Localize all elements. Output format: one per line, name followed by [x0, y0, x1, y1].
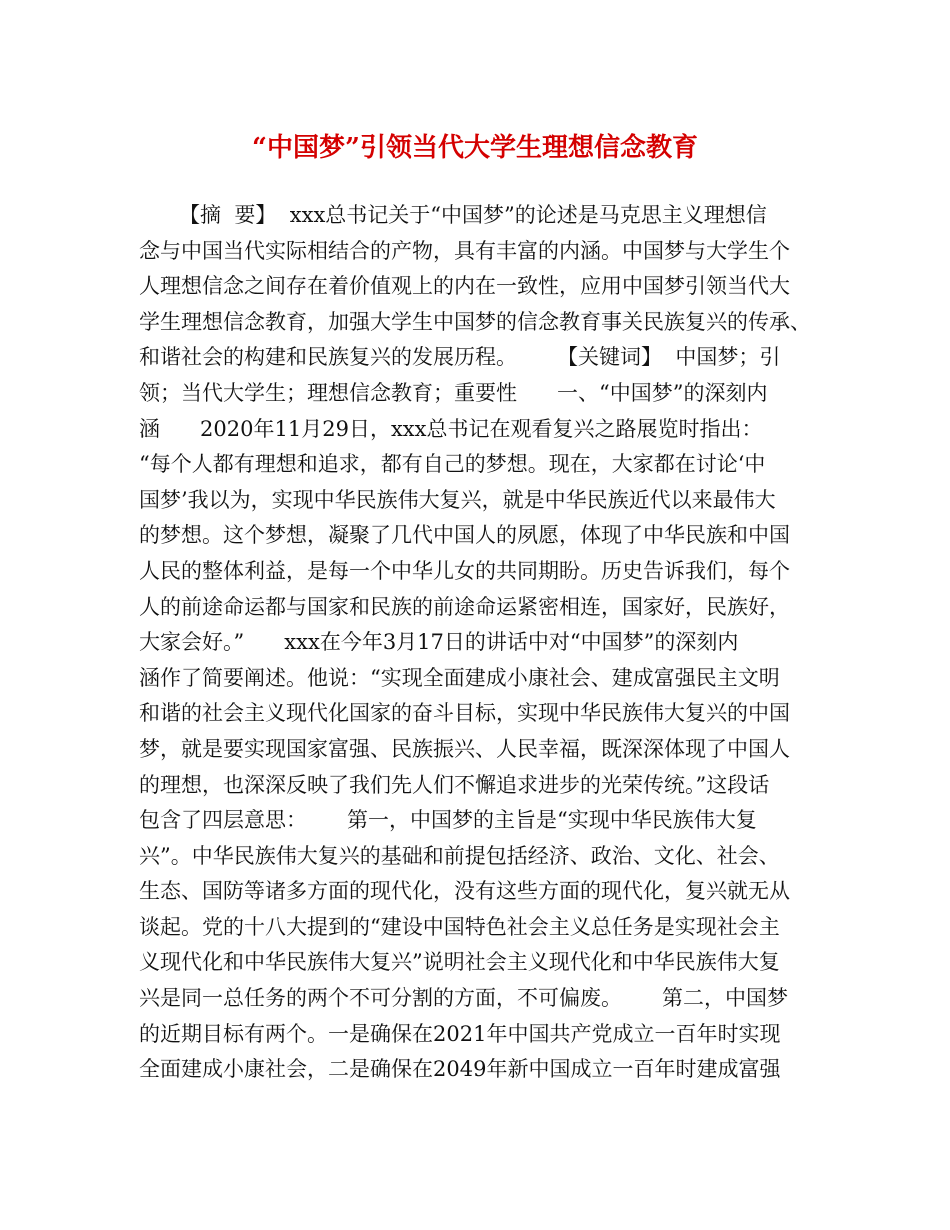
body-line: 的梦想。这个梦想，凝聚了几代中国人的夙愿，体现了中华民族和中国	[139, 523, 790, 548]
body-line: 和谐的社会主义现代化国家的奋斗目标，实现中华民族伟大复兴的中国	[139, 701, 790, 726]
body-line: 梦，就是要实现国家富强、民族振兴、人民幸福，既深深体现了中国人	[139, 736, 790, 761]
body-line: 和谐社会的构建和民族复兴的发展历程。 【关键词】 中国梦；引	[139, 345, 781, 370]
body-line: 【摘 要】 xxx总书记关于“中国梦”的论述是马克思主义理想信	[139, 203, 767, 227]
body-line: 的理想，也深深反映了我们先人们不懈追求进步的光荣传统。”这段话	[139, 772, 770, 797]
document-body	[139, 198, 817, 1088]
body-line: 谈起。党的十八大提到的“建设中国特色社会主义总任务是实现社会主	[139, 914, 780, 939]
body-line: 的近期目标有两个。一是确保在2021年中国共产党成立一百年时实现	[139, 1021, 781, 1046]
body-line: 人的前途命运都与国家和民族的前途命运紧密相连，国家好，民族好，	[139, 594, 790, 619]
body-line: 大家会好。” xxx在今年3月17日的讲话中对“中国梦”的深刻内	[139, 630, 739, 655]
body-line: 国梦’我以为，实现中华民族伟大复兴，就是中华民族近代以来最伟大	[139, 487, 776, 512]
body-line: 义现代化和中华民族伟大复兴”说明社会主义现代化和中华民族伟大复	[139, 950, 780, 975]
body-line: 学生理想信念教育，加强大学生中国梦的信念教育事关民族复兴的传承、	[139, 309, 811, 334]
body-line: 全面建成小康社会，二是确保在2049年新中国成立一百年时建成富强	[139, 1057, 781, 1082]
body-line: 涵作了简要阐述。他说：“实现全面建成小康社会、建成富强民主文明	[139, 665, 780, 690]
body-line: 人理想信念之间存在着价值观上的内在一致性，应用中国梦引领当代大	[139, 274, 790, 299]
body-line: 兴”。中华民族伟大复兴的基础和前提包括经济、政治、文化、社会、	[139, 843, 780, 868]
body-line: 生态、国防等诸多方面的现代化，没有这些方面的现代化，复兴就无从	[139, 879, 790, 904]
body-line: 人民的整体利益，是每一个中华儿女的共同期盼。历史告诉我们，每个	[139, 558, 790, 583]
body-line: 兴是同一总任务的两个不可分割的方面，不可偏废。 第二，中国梦	[139, 986, 789, 1011]
body-line: 念与中国当代实际相结合的产物，具有丰富的内涵。中国梦与大学生个	[139, 238, 790, 263]
body-line: 包含了四层意思： 第一，中国梦的主旨是“实现中华民族伟大复	[139, 808, 757, 833]
document-title: “中国梦”引领当代大学生理想信念教育	[252, 133, 698, 163]
body-line: 领；当代大学生；理想信念教育；重要性 一、“中国梦”的深刻内	[139, 380, 768, 405]
body-line: “每个人都有理想和追求，都有自己的梦想。现在，大家都在讨论‘中	[139, 452, 766, 477]
body-line: 涵 2020年11月29日，xxx总书记在观看复兴之路展览时指出：	[139, 416, 763, 441]
